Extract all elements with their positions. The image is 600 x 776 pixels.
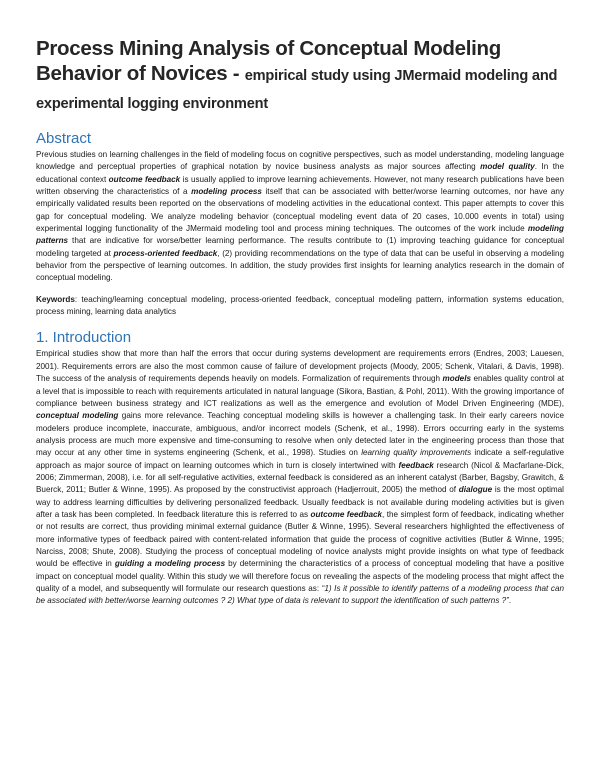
italic-text: “1) Is it possible to identify patterns of a modeling process that can be associated with better/worse learning outcomes ? 2) What type of data is relevant to support the identification of such patterns ?” bbox=[36, 584, 564, 606]
emphasis-text: outcome feedback bbox=[108, 174, 181, 184]
text-run: Previous studies on learning challenges in the field of modeling focus on cognitive perspectives, such as model understanding, modeling language knowledge and perceptual properties of graphical notation by novice business analysts as major sources affecting bbox=[36, 150, 564, 172]
emphasis-text: feedback bbox=[398, 460, 434, 470]
text-run: gains more relevance. Teaching conceptual modeling skills is however a challenging task. In their early careers novice modelers produce incomplete, inaccurate, ambiguous, and/or incorrect models (Schenk, et al., 1998). Errors occurring early in the systems analysis process are much more expensive and time-consuming to resolve when only detected later in the engineering process than those that may occur at any other time in systems engineering (Schenk, et al., 1998). Studies on bbox=[36, 411, 564, 458]
emphasis bbox=[191, 187, 262, 196]
title-separator: - bbox=[227, 62, 245, 85]
text-run: . In the educational context bbox=[36, 162, 564, 184]
emphasis-text: conceptual modeling bbox=[36, 411, 119, 421]
emphasis-text: outcome feedback bbox=[310, 509, 383, 519]
emphasis-text: models bbox=[442, 374, 471, 384]
emphasis bbox=[480, 162, 535, 171]
text-run: indicate a self-regulative approach as major source of impact on learning outcomes which in turn is closely intertwined with bbox=[36, 448, 565, 470]
introduction-body bbox=[36, 348, 564, 607]
emphasis bbox=[109, 175, 181, 184]
emphasis-text: model quality bbox=[480, 162, 535, 172]
emphasis-text: dialogue bbox=[458, 485, 493, 495]
title-main: Process Mining Analysis of Conceptual Modeling Behavior of Novices bbox=[36, 37, 501, 85]
emphasis bbox=[114, 249, 218, 258]
text-run: enables quality control at a level that is impossible to reach with requirements articulated in natural language (Sikora, Bastian, & Pohl, 2011). With the growing importance of compliance between business strategy and ICT realizations as well as the emergence and evolution of Model Driven Engineering (MDE), bbox=[36, 374, 564, 408]
keywords-text: : teaching/learning conceptual modeling, process-oriented feedback, conceptual modeling pattern, information systems education, process mining, learning data analytics bbox=[36, 294, 564, 317]
text-run: Empirical studies show that more than half the errors that occur during systems development are requirements errors (Endres, 2003; Lauesen, 2001). Requirements errors are also the most common cause of failure of development projects (Moody, 2005; Schenk, Vitalari, & Davis, 1998). The success of the analysis of requirements depends heavily on models. Formalization of requirements through bbox=[36, 349, 564, 384]
text-run: . bbox=[508, 596, 512, 606]
text-run: , the simplest form of feedback, indicating whether or not results are correct, thus providing minimal external guidance (Butler & Winne, 1995). Several researchers highlighted the effectiveness of more informative types of feedback paired with content-related information that guide the process of cognitive activities (Butler & Winne, 1995; Narciss, 2008; Shute, 2008). Studying the process of conceptual modeling of novice analysts might provide insights on what type of feedback would be effective in bbox=[36, 509, 564, 569]
text-run: itself that can be associated with better/worse learning outcomes, nor have any empirically validated results been reported on the observations of modeling activities in the educational context. This paper attempts to cover this gap for conceptual modeling. We analyze modeling behavior (conceptual modeling event data of 20 cases, 10.000 events in total) using experimental logging functionality of the JMermaid modeling tool and process mining techniques. The outcomes of the work include bbox=[36, 187, 565, 234]
keywords-label: Keywords bbox=[36, 294, 75, 304]
text-run: that are indicative for worse/better learning performance. The results contribute to (1) improving teaching guidance for conceptual modeling targeted at bbox=[36, 236, 564, 258]
emphasis bbox=[311, 510, 383, 519]
abstract-heading: Abstract bbox=[36, 130, 92, 147]
emphasis bbox=[115, 559, 225, 568]
emphasis-text: guiding a modeling process bbox=[114, 559, 226, 569]
emphasis bbox=[443, 374, 471, 383]
text-run: is the most optimal way to address learning difficulties by delivering personalized feedback. Usually feedback is not available during modeling activities but is given after a task has been completed. In feedback literature this is referred to as bbox=[36, 485, 564, 519]
emphasis bbox=[36, 411, 118, 420]
introduction-heading: 1. Introduction bbox=[36, 329, 132, 347]
emphasis bbox=[399, 461, 434, 470]
emphasis-text: modeling process bbox=[191, 187, 262, 197]
keywords bbox=[36, 294, 564, 319]
text-run: by determining the characteristics of a process of conceptual modeling that have a positive impact on conceptual model quality. Within this study we will therefore focus on revealing the aspects of the modeling process that might affect the quality of a model, and subsequently will formulate our research questions as: bbox=[36, 559, 564, 593]
abstract-body bbox=[36, 149, 564, 285]
text-run: research (Nicol & Macfarlane-Dick, 2006; Zimmerman, 2008), i.e. for all self-regulative activities, external feedback is considered as an inherent catalyst (Barber, Bagsby, Grawitch, & Buerck, 2011; Butler & Winne, 1995). As proposed by the constructivist approach (Hadjerrouit, 2005) the method of bbox=[36, 460, 564, 495]
paper-title bbox=[36, 36, 564, 117]
italic-text: learning quality improvements bbox=[361, 448, 472, 458]
title-subtitle: empirical study using JMermaid modeling and experimental logging environment bbox=[36, 68, 558, 112]
emphasis-text: process-oriented feedback bbox=[113, 248, 218, 258]
text-run: is usually applied to improve learning achievements. However, not many research publications have been written observing the characteristics of a bbox=[36, 174, 564, 197]
emphasis bbox=[459, 485, 492, 494]
emphasis-text: modeling patterns bbox=[36, 224, 564, 246]
text-run: , (2) providing recommendations on the type of data that can be useful in observing a modeling behavior from the perspective of learning outcomes. In addition, the study provides first insights for learning analytics research in the domain of conceptual modeling. bbox=[36, 248, 564, 283]
